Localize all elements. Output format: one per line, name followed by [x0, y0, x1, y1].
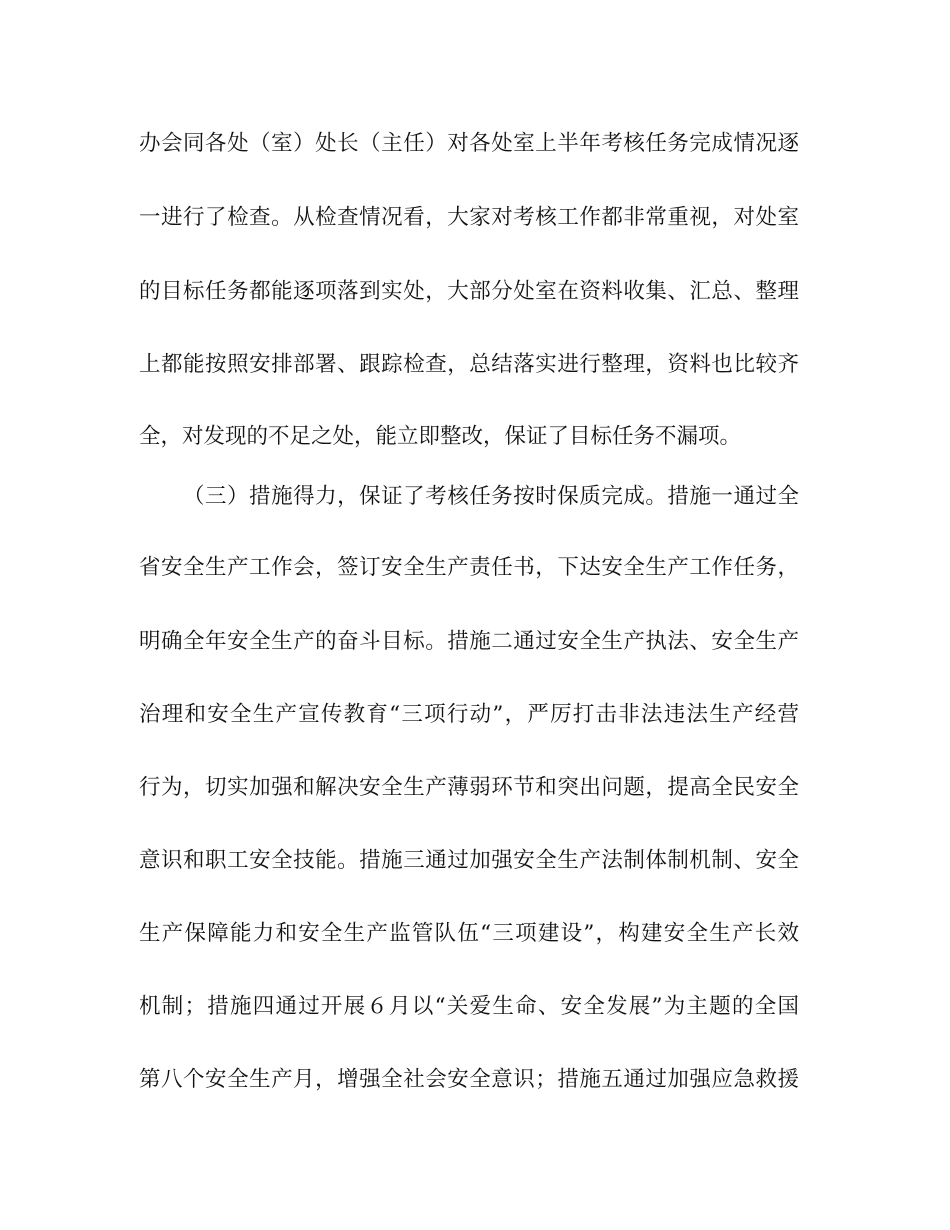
paragraph-line: 上都能按照安排部署、跟踪检查，总结落实进行整理，资料也比较齐 — [139, 352, 799, 377]
paragraph-line: 省安全生产工作会，签订安全生产责任书，下达安全生产工作任务， — [139, 555, 799, 580]
paragraph-line: 意识和职工安全技能。措施三通过加强安全生产法制体制机制、安全 — [139, 848, 799, 873]
paragraph-line: （三）措施得力，保证了考核任务按时保质完成。措施一通过全 — [183, 484, 799, 509]
paragraph-line: 生产保障能力和安全生产监管队伍“三项建设”，构建安全生产长效 — [139, 921, 799, 946]
paragraph-line: 一进行了检查。从检查情况看，大家对考核工作都非常重视，对处室 — [139, 205, 799, 230]
paragraph-line: 行为，切实加强和解决安全生产薄弱环节和突出问题，提高全民安全 — [139, 775, 799, 800]
paragraph-line: 机制；措施四通过开展６月以“关爱生命、安全发展”为主题的全国 — [139, 994, 799, 1019]
paragraph-line: 第八个安全生产月，增强全社会安全意识；措施五通过加强应急救援 — [139, 1067, 799, 1092]
paragraph-line: 的目标任务都能逐项落到实处，大部分处室在资料收集、汇总、整理 — [139, 279, 799, 304]
paragraph-line: 全，对发现的不足之处，能立即整改，保证了目标任务不漏项。 — [139, 424, 742, 449]
paragraph-line: 明确全年安全生产的奋斗目标。措施二通过安全生产执法、安全生产 — [139, 629, 799, 654]
paragraph-line: 治理和安全生产宣传教育“三项行动”，严厉打击非法违法生产经营 — [139, 702, 799, 727]
paragraph-line: 办会同各处（室）处长（主任）对各处室上半年考核任务完成情况逐 — [139, 131, 799, 156]
